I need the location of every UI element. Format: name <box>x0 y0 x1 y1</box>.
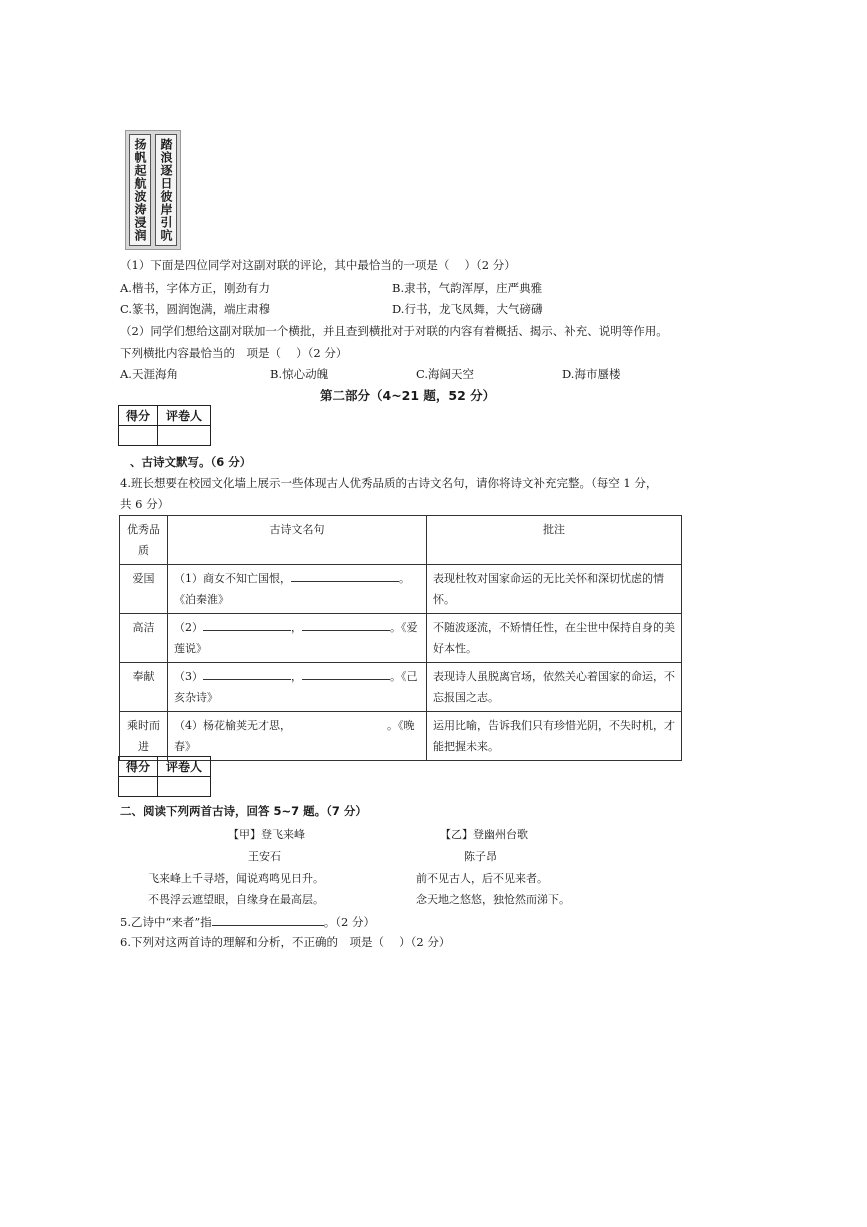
answer-blank[interactable] <box>203 667 291 680</box>
q5-answer-blank[interactable] <box>212 913 324 926</box>
grader-label: 评卷人 <box>158 757 211 777</box>
q1-option-d: D.行书，龙飞凤舞，大气磅礴 <box>392 302 543 316</box>
section2-title: 二、阅读下列两首古诗，回答 5~7 题。（7 分） <box>120 804 367 818</box>
header-notes: 批注 <box>427 516 682 565</box>
score-cell[interactable] <box>119 426 158 446</box>
answer-blank[interactable] <box>291 569 399 582</box>
poem-a-author: 王安石 <box>248 850 281 863</box>
header-quality: 优秀品质 <box>120 516 168 565</box>
line-suffix: 。《己亥杂诗》 <box>174 670 418 704</box>
poem-table <box>119 515 682 761</box>
quality-cell: 乘时而进 <box>120 712 168 761</box>
part2-title: 第二部分（4~21 题，52 分） <box>320 388 496 403</box>
poem-b-line2: 念天地之悠悠，独怆然而涕下。 <box>416 893 570 906</box>
line-cell <box>168 712 427 761</box>
poem-b-author: 陈子昂 <box>464 850 497 863</box>
grader-label: 评卷人 <box>158 406 211 426</box>
answer-blank[interactable] <box>302 667 390 680</box>
q1-stem: （1）下面是四位同学对这副对联的评论，其中最恰当的一项是（ ）（2 分） <box>120 258 516 272</box>
quality-cell: 高洁 <box>120 614 168 663</box>
table-row <box>120 565 682 614</box>
header-lines: 古诗文名句 <box>168 516 427 565</box>
table-row <box>120 712 682 761</box>
table-row <box>120 663 682 712</box>
table-header-row <box>120 516 682 565</box>
line-cell: （3） ， 。《己亥杂诗》 <box>168 663 427 712</box>
couplet-left-scroll: 扬帆起航波涛浸润 <box>129 134 151 246</box>
q2-option-b: B.惊心动魄 <box>270 367 329 381</box>
couplet-photo <box>125 130 181 250</box>
note-cell: 运用比喻，告诉我们只有珍惜光阴，不失时机，才能把握未来。 <box>427 712 682 761</box>
q5-prefix: 5.乙诗中“来者”指 <box>120 915 212 929</box>
line-suffix: 。《晚春》 <box>174 719 415 753</box>
section1-title: 、古诗文默写。（6 分） <box>130 455 252 469</box>
line-prefix: （1）商女不知亡国恨， <box>174 572 291 585</box>
couplet-right-scroll: 踏浪逐日彼岸引吭 <box>155 134 177 246</box>
poem-a-line2: 不畏浮云遮望眼，自缘身在最高层。 <box>148 893 324 906</box>
score-box-1 <box>118 405 211 446</box>
score-box-2 <box>118 756 211 797</box>
poem-a-title: 【甲】登飞来峰 <box>228 828 305 841</box>
line-cell <box>168 565 427 614</box>
score-cell[interactable] <box>119 777 158 797</box>
line-cell: （2） ， 。《爱莲说》 <box>168 614 427 663</box>
q1-option-a: A.楷书，字体方正，刚劲有力 <box>120 281 270 295</box>
score-label: 得分 <box>119 406 158 426</box>
line-prefix: （3） <box>174 670 203 683</box>
answer-blank[interactable] <box>203 618 291 631</box>
line-prefix: （2） <box>174 621 203 634</box>
q2-stem-line2: 下列横批内容最恰当的 项是（ ）（2 分） <box>120 346 348 360</box>
line-suffix: 。《泊秦淮》 <box>174 572 410 606</box>
note-cell: 表现诗人虽脱离官场，依然关心着国家的命运，不忘报国之志。 <box>427 663 682 712</box>
line-suffix: 。《爱莲说》 <box>174 621 418 655</box>
q2-option-d: D.海市蜃楼 <box>562 367 621 381</box>
quality-cell: 奉献 <box>120 663 168 712</box>
quality-cell: 爱国 <box>120 565 168 614</box>
q2-option-a: A.天涯海角 <box>120 367 178 381</box>
q4-stem-line1: 4.班长想要在校园文化墙上展示一些体现古人优秀品质的古诗文名句，请你将诗文补充完整。（每空 1 分， <box>120 476 658 490</box>
table-row <box>120 614 682 663</box>
q2-option-c: C.海阔天空 <box>416 367 475 381</box>
q1-option-c: C.篆书，圆润饱满，端庄肃穆 <box>120 302 271 316</box>
score-label: 得分 <box>119 757 158 777</box>
q6-stem: 6.下列对这两首诗的理解和分析，不正确的 项是（ ）（2 分） <box>120 935 451 949</box>
line-prefix: （4）杨花榆荚无才思， <box>174 719 291 732</box>
grader-cell[interactable] <box>158 777 211 797</box>
q2-stem-line1: （2）同学们想给这副对联加一个横批，并且查到横批对于对联的内容有着概括、揭示、补充、说明等作用。 <box>120 324 668 338</box>
poem-b-title: 【乙】登幽州台歌 <box>440 828 528 841</box>
poem-a-line1: 飞来峰上千寻塔，闻说鸡鸣见日升。 <box>148 872 324 885</box>
q5-suffix: 。（2 分） <box>323 915 375 929</box>
note-cell: 表现杜牧对国家命运的无比关怀和深切忧虑的情怀。 <box>427 565 682 614</box>
answer-blank[interactable] <box>302 618 390 631</box>
note-cell: 不随波逐流，不矫情任性，在尘世中保持自身的美好本性。 <box>427 614 682 663</box>
q4-stem-line2: 共 6 分） <box>120 497 170 511</box>
q5-stem <box>120 913 375 930</box>
q1-option-b: B.隶书，气韵浑厚，庄严典雅 <box>392 281 543 295</box>
grader-cell[interactable] <box>158 426 211 446</box>
poem-b-line1: 前不见古人，后不见来者。 <box>416 872 548 885</box>
